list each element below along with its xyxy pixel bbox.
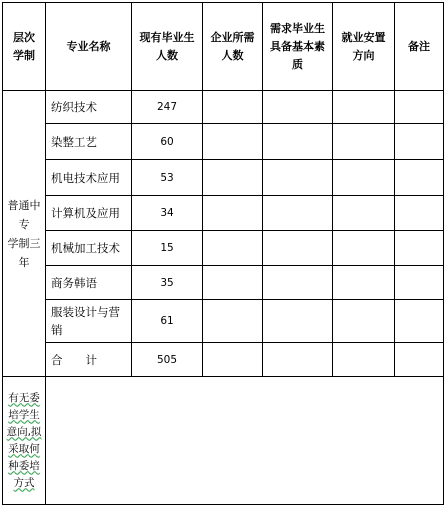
table-row-major: 纺织技术 <box>51 100 97 114</box>
header-level: 层次 学制 <box>13 30 35 62</box>
table-row-count: 61 <box>160 315 174 327</box>
table-row-major: 计算机及应用 <box>51 206 120 220</box>
table-row-count: 60 <box>160 135 174 148</box>
table-row-count: 15 <box>160 242 174 254</box>
level-label: 普通中 专 学制三 年 <box>7 198 41 269</box>
table-row-major: 服装设计与营 销 <box>51 305 120 337</box>
training-intent-label: 有无委 培学生 意向,拟 采取何 种委培 方式 <box>6 391 42 489</box>
table-row-count: 34 <box>160 207 174 219</box>
training-intent-value <box>46 377 443 504</box>
table-row-count: 35 <box>160 276 174 289</box>
grid-line <box>2 504 444 505</box>
table-row-count: 53 <box>160 171 174 184</box>
header-direction: 就业安置 方向 <box>341 30 386 62</box>
table-row-major: 机电技术应用 <box>51 170 120 185</box>
total-label: 合 计 <box>51 352 97 367</box>
total-count: 505 <box>156 353 178 366</box>
header-major: 专业名称 <box>66 39 111 53</box>
header-graduates: 现有毕业生 人数 <box>139 30 195 62</box>
header-remarks: 备注 <box>408 39 430 53</box>
header-demand: 企业所需 人数 <box>210 30 255 62</box>
grid-line <box>443 2 444 505</box>
table-row-major: 机械加工技术 <box>51 241 120 255</box>
table-row-major: 商务韩语 <box>51 275 97 290</box>
table-row-major: 染整工艺 <box>51 134 97 149</box>
table-row-count: 247 <box>156 101 178 113</box>
header-quality: 需求毕业生 具备基本素 质 <box>270 21 325 71</box>
